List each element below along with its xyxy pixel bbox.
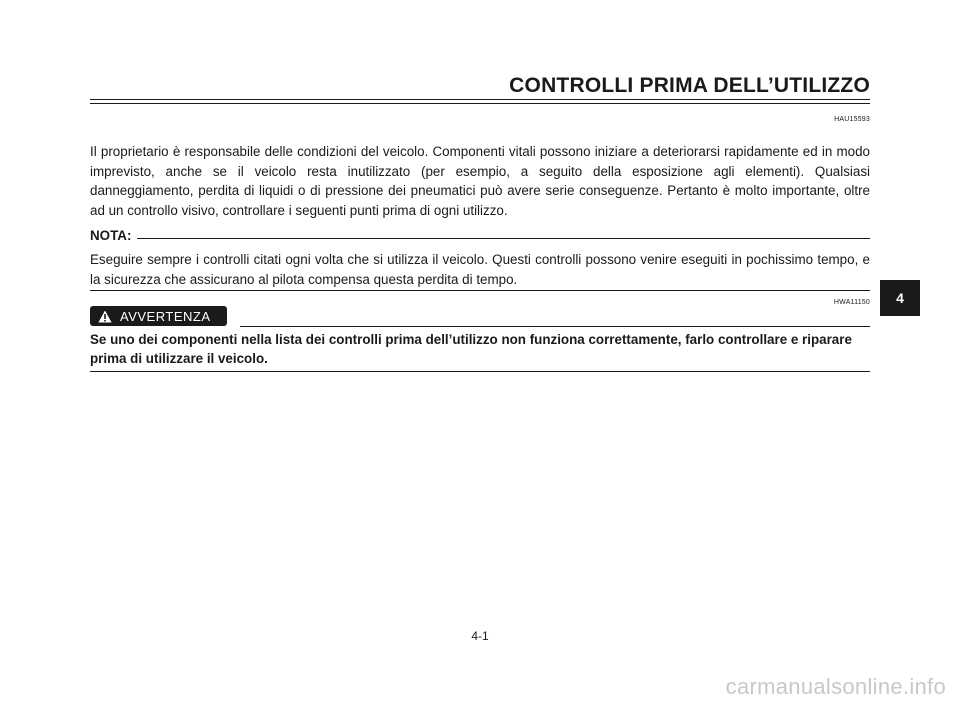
ref-code-intro: HAU15593 <box>834 116 870 123</box>
warning-text: Se uno dei componenti nella lista dei controlli prima dell’utilizzo non funziona correttamente, farlo controllare e riparare prima di utilizzare il veicolo. <box>90 332 852 366</box>
note-rule <box>137 238 870 239</box>
intro-paragraph: Il proprietario è responsabile delle condizioni del veicolo. Componenti vitali possono iniziare a deteriorarsi rapidamente ed in modo imprevisto, anche se il veicolo resta inutilizzato (per esempio, a seguito della esposizione agli elementi). Qualsiasi danneggiamento, perdita di liquidi o di pressione dei pneumatici può avere serie conseguenze. Pertanto è molto importante, oltre ad un controllo visivo, controllare i seguenti punti prima di ogni utilizzo. <box>90 144 870 218</box>
title-rule <box>90 99 870 100</box>
note-label: NOTA: <box>90 228 132 243</box>
warning-end-rule <box>90 371 870 372</box>
note-header <box>90 228 870 243</box>
chapter-tab[interactable]: 4 <box>880 280 920 316</box>
warning-badge <box>90 306 227 326</box>
page-title: CONTROLLI PRIMA DELL’UTILIZZO <box>509 74 870 97</box>
watermark: carmanualsonline.info <box>725 674 946 699</box>
warning-label: AVVERTENZA <box>120 308 211 324</box>
title-rule-thin <box>90 103 870 104</box>
warning-triangle-icon <box>98 310 112 323</box>
page-number: 4-1 <box>471 629 489 643</box>
note-end-rule <box>90 290 870 291</box>
ref-code-warning: HWA11150 <box>833 299 870 306</box>
note-text: Eseguire sempre i controlli citati ogni volta che si utilizza il veicolo. Questi controlli possono venire eseguiti in pochissimo tempo, e la sicurezza che assicurano al pilota compensa questa perdita di tempo. <box>90 252 870 287</box>
warning-rule <box>240 326 870 327</box>
